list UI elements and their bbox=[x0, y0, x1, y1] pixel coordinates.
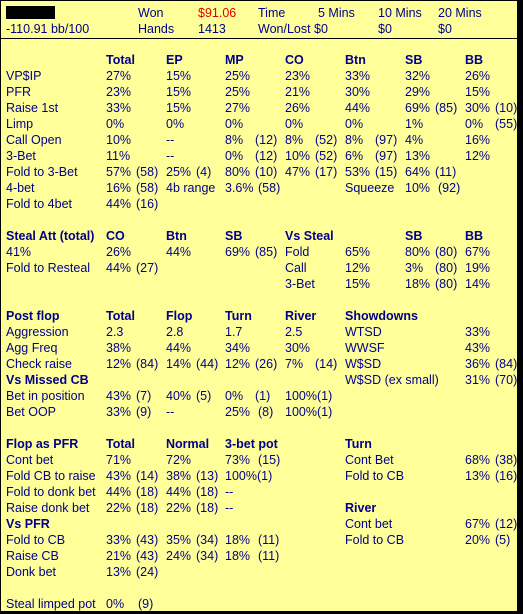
stat-label-agg-freq: Agg Freq bbox=[6, 341, 58, 355]
vs-missed-cb-header: Vs Missed CB bbox=[6, 373, 89, 387]
stat-count: (34) bbox=[196, 549, 219, 563]
wonlost-label: Won/Lost $0 bbox=[258, 22, 328, 36]
stat-cell: 10% bbox=[285, 149, 311, 163]
stat-count: (8) bbox=[258, 405, 274, 419]
stat-cell: 31% bbox=[465, 373, 491, 387]
stat-cell: 25% bbox=[225, 69, 251, 83]
stat-count: (27) bbox=[136, 261, 159, 275]
stat-label-raise-cb: Raise CB bbox=[6, 549, 59, 563]
stat-cell: 29% bbox=[405, 85, 431, 99]
stat-count: (18) bbox=[196, 485, 219, 499]
stat-count: (11) bbox=[258, 549, 280, 563]
stat-cell: 0% bbox=[166, 117, 185, 131]
stat-cell: 4% bbox=[405, 133, 424, 147]
stat-cell: 14% bbox=[465, 277, 491, 291]
stat-cell: 44% bbox=[166, 245, 192, 259]
stat-label-check-raise: Check raise bbox=[6, 357, 72, 371]
stat-cell: 53% bbox=[345, 165, 371, 179]
stat-cell: 30% bbox=[465, 101, 491, 115]
stat-cell: 100%(1) bbox=[225, 469, 273, 483]
stat-count: (97) bbox=[375, 133, 398, 147]
stat-label-wwsf: WWSF bbox=[345, 341, 385, 355]
stat-count: (11) bbox=[258, 533, 280, 547]
preflop-header-bb: BB bbox=[465, 53, 484, 67]
stat-cell: 22% bbox=[106, 501, 132, 515]
stat-count: (84) bbox=[495, 357, 518, 371]
stat-cell: 15% bbox=[166, 69, 192, 83]
stat-cell: 80% bbox=[405, 245, 431, 259]
stat-label-bet-oop: Bet OOP bbox=[6, 405, 57, 419]
stat-cell: 3.6% bbox=[225, 181, 254, 195]
stat-cell: 25% bbox=[166, 165, 192, 179]
stat-count: (80) bbox=[435, 245, 458, 259]
stat-cell: -- bbox=[225, 485, 234, 499]
stat-cell: 34% bbox=[225, 341, 251, 355]
stat-cell: 3% bbox=[405, 261, 424, 275]
stat-label-turn-fold-to-cb: Fold to CB bbox=[345, 469, 405, 483]
stat-cell: 2.3 bbox=[106, 325, 124, 339]
stat-count: (10) bbox=[495, 101, 518, 115]
stat-cell: 0% bbox=[106, 117, 125, 131]
stat-label-fold-cb-to-raise: Fold CB to raise bbox=[6, 469, 96, 483]
stat-label-pfr: PFR bbox=[6, 85, 31, 99]
stat-label-fold-to-donk-bet: Fold to donk bet bbox=[6, 485, 96, 499]
stat-count: (14) bbox=[136, 469, 159, 483]
preflop-header-co: CO bbox=[285, 53, 304, 67]
stat-count: (43) bbox=[136, 533, 159, 547]
stat-cell: 44% bbox=[106, 197, 132, 211]
stat-label-vpip: VP$IP bbox=[6, 69, 42, 83]
steal-header-sb: SB bbox=[225, 229, 243, 243]
stat-label-bet-in-position: Bet in position bbox=[6, 389, 85, 403]
stat-count: (58) bbox=[258, 181, 281, 195]
stat-cell: 0% bbox=[345, 117, 364, 131]
stat-label-fold-to-3bet: Fold to 3-Bet bbox=[6, 165, 78, 179]
stat-label-squeeze: Squeeze bbox=[345, 181, 395, 195]
won-value: $91.06 bbox=[198, 6, 237, 20]
stat-count: (44) bbox=[196, 357, 219, 371]
postflop-header: Post flop bbox=[6, 309, 60, 323]
river-header: River bbox=[345, 501, 377, 515]
stat-count: (80) bbox=[435, 261, 458, 275]
stat-cell: 27% bbox=[225, 101, 251, 115]
won-label: Won bbox=[138, 6, 164, 20]
stat-cell: 43% bbox=[106, 389, 132, 403]
stat-cell: 44% bbox=[106, 261, 132, 275]
stat-cell: 68% bbox=[465, 453, 491, 467]
stat-count: (58) bbox=[136, 165, 159, 179]
preflop-header-mp: MP bbox=[225, 53, 244, 67]
stat-cell: 14% bbox=[166, 357, 192, 371]
postflop-header-flop: Flop bbox=[166, 309, 193, 323]
stat-count: (15) bbox=[375, 165, 398, 179]
stat-label-wsd-ex-small: W$SD (ex small) bbox=[345, 373, 439, 387]
flop-pfr-header-total: Total bbox=[106, 437, 135, 451]
stat-count: (52) bbox=[315, 133, 338, 147]
stat-count: (16) bbox=[136, 197, 159, 211]
stat-cell: 33% bbox=[465, 325, 491, 339]
stat-cell: 11% bbox=[106, 149, 131, 163]
stat-count: (55) bbox=[495, 117, 518, 131]
vs-steal-label-fold: Fold bbox=[285, 245, 310, 259]
stat-cell: 8% bbox=[225, 133, 244, 147]
stat-cell: 26% bbox=[106, 245, 132, 259]
stat-count: (52) bbox=[315, 149, 338, 163]
stat-count: (18) bbox=[136, 485, 159, 499]
steal-header-btn: Btn bbox=[166, 229, 187, 243]
stat-label-wtsd: WTSD bbox=[345, 325, 382, 339]
stat-cell: 38% bbox=[166, 469, 192, 483]
stat-cell: 100%(1) bbox=[285, 389, 333, 403]
stat-cell: 8% bbox=[285, 133, 304, 147]
stat-cell: 2.8 bbox=[166, 325, 184, 339]
stat-cell: 16% bbox=[465, 133, 491, 147]
stat-cell: 13% bbox=[106, 565, 132, 579]
stat-label-4bet: 4-bet bbox=[6, 181, 35, 195]
stat-count: (18) bbox=[196, 501, 219, 515]
stat-count: (92) bbox=[438, 181, 461, 195]
stat-count: (85) bbox=[255, 245, 278, 259]
stat-cell: 72% bbox=[166, 453, 192, 467]
stat-cell: 67% bbox=[465, 517, 491, 531]
stat-cell: 15% bbox=[345, 277, 371, 291]
stat-cell: 18% bbox=[225, 533, 251, 547]
preflop-header-ep: EP bbox=[166, 53, 183, 67]
stat-count: (58) bbox=[136, 181, 159, 195]
stat-count: (10) bbox=[255, 165, 278, 179]
steal-header-total: Steal Att (total) bbox=[6, 229, 95, 243]
stat-cell: 20% bbox=[465, 533, 491, 547]
stat-cell: 71% bbox=[106, 453, 132, 467]
stat-count: (7) bbox=[136, 389, 152, 403]
stat-count: (34) bbox=[196, 533, 219, 547]
stat-cell: 22% bbox=[166, 501, 192, 515]
stat-cell: 69% bbox=[225, 245, 251, 259]
time-20-label: 20 Mins bbox=[438, 6, 482, 20]
flop-pfr-header: Flop as PFR bbox=[6, 437, 79, 451]
stat-cell: 25% bbox=[225, 85, 251, 99]
preflop-header-btn: Btn bbox=[345, 53, 366, 67]
stat-cell: 57% bbox=[106, 165, 132, 179]
vs-steal-header: Vs Steal bbox=[285, 229, 334, 243]
stat-label-call-open: Call Open bbox=[6, 133, 62, 147]
stat-cell: 26% bbox=[465, 69, 491, 83]
header-divider bbox=[1, 38, 517, 39]
stat-label-raise-donk-bet: Raise donk bet bbox=[6, 501, 90, 515]
hands-label: Hands bbox=[138, 22, 175, 36]
stat-cell: 10% bbox=[106, 133, 132, 147]
stat-count: (11) bbox=[435, 165, 457, 179]
stat-cell: 21% bbox=[106, 549, 132, 563]
stat-cell: 0% bbox=[106, 597, 125, 611]
stat-cell: 12% bbox=[345, 261, 371, 275]
vs-steal-header-bb: BB bbox=[465, 229, 484, 243]
stat-count: (24) bbox=[136, 565, 159, 579]
stat-cell: 19% bbox=[465, 261, 491, 275]
stat-count: (14) bbox=[315, 357, 338, 371]
stat-cell: 26% bbox=[285, 101, 311, 115]
stat-cell: 44% bbox=[345, 101, 371, 115]
stat-cell: 25% bbox=[225, 405, 251, 419]
stat-count: (13) bbox=[196, 469, 219, 483]
stat-cell: 47% bbox=[285, 165, 311, 179]
time-5-label: 5 Mins bbox=[318, 6, 355, 20]
flop-pfr-header-normal: Normal bbox=[166, 437, 210, 451]
wonlost-20-value: $0 bbox=[438, 22, 452, 36]
stat-cell: 8% bbox=[345, 133, 364, 147]
stat-cell: 67% bbox=[465, 245, 491, 259]
stat-count: (5) bbox=[495, 533, 511, 547]
stat-cell: 13% bbox=[405, 149, 431, 163]
bb-per-100: -110.91 bb/100 bbox=[6, 22, 90, 36]
stat-cell: 7% bbox=[285, 357, 304, 371]
preflop-header-total: Total bbox=[106, 53, 135, 67]
stat-label-fold-to-4bet: Fold to 4bet bbox=[6, 197, 73, 211]
stat-count: (18) bbox=[136, 501, 159, 515]
stat-cell: 27% bbox=[106, 69, 132, 83]
stat-label-fold-to-cb: Fold to CB bbox=[6, 533, 66, 547]
postflop-header-turn: Turn bbox=[225, 309, 252, 323]
stat-label-river-cont-bet: Cont bet bbox=[345, 517, 393, 531]
stat-cell: 33% bbox=[106, 101, 132, 115]
stat-count: (38) bbox=[495, 453, 518, 467]
stat-label-4b-range: 4b range bbox=[166, 181, 216, 195]
stat-cell: 44% bbox=[166, 485, 192, 499]
stat-count: (9) bbox=[136, 405, 152, 419]
stat-count: (85) bbox=[435, 101, 458, 115]
stat-cell: -- bbox=[166, 149, 175, 163]
vs-steal-label-call: Call bbox=[285, 261, 307, 275]
stat-cell: 64% bbox=[405, 165, 431, 179]
stat-cell: 30% bbox=[345, 85, 371, 99]
stat-cell: -- bbox=[166, 133, 175, 147]
stat-count: (5) bbox=[196, 389, 212, 403]
postflop-header-river: River bbox=[285, 309, 317, 323]
stat-count: (70) bbox=[495, 373, 518, 387]
stat-label-aggression: Aggression bbox=[6, 325, 69, 339]
stat-cell: 30% bbox=[285, 341, 311, 355]
postflop-header-total: Total bbox=[106, 309, 135, 323]
stat-cell: 33% bbox=[345, 69, 371, 83]
wonlost-10-value: $0 bbox=[378, 22, 392, 36]
stat-label-turn-cont-bet: Cont Bet bbox=[345, 453, 394, 467]
stat-label-limp: Limp bbox=[6, 117, 34, 131]
stat-cell: 0% bbox=[285, 117, 304, 131]
stat-cell: 43% bbox=[465, 341, 491, 355]
stat-cell: 2.5 bbox=[285, 325, 303, 339]
stat-cell: 13% bbox=[465, 469, 491, 483]
stat-cell: 12% bbox=[225, 357, 251, 371]
stat-cell: 69% bbox=[405, 101, 431, 115]
stat-cell: -- bbox=[166, 405, 175, 419]
stat-cell: 12% bbox=[106, 357, 132, 371]
stat-label-steal-limped-pot: Steal limped pot bbox=[6, 597, 96, 611]
stat-count: (1) bbox=[255, 389, 271, 403]
stat-cell: 0% bbox=[225, 389, 244, 403]
stat-cell: 1% bbox=[405, 117, 424, 131]
stat-cell: 24% bbox=[166, 549, 192, 563]
stat-label-wsd: W$SD bbox=[345, 357, 382, 371]
stat-cell: 0% bbox=[225, 117, 244, 131]
stat-cell: 32% bbox=[405, 69, 431, 83]
stat-cell: 12% bbox=[465, 149, 491, 163]
stat-count: (80) bbox=[435, 277, 458, 291]
stat-count: (12) bbox=[255, 133, 278, 147]
stat-cell: 0% bbox=[465, 117, 484, 131]
stat-cell: 40% bbox=[166, 389, 192, 403]
stat-count: (15) bbox=[258, 453, 281, 467]
stat-cell: 36% bbox=[465, 357, 491, 371]
stat-cell: 23% bbox=[285, 69, 311, 83]
stat-cell: 33% bbox=[106, 533, 132, 547]
time-label: Time bbox=[258, 6, 286, 20]
stat-count: (43) bbox=[136, 549, 159, 563]
vs-pfr-header: Vs PFR bbox=[6, 517, 50, 531]
stat-cell: 23% bbox=[106, 85, 132, 99]
stat-cell: 10% bbox=[405, 181, 431, 195]
stat-count: (97) bbox=[375, 149, 398, 163]
stat-cell: 18% bbox=[405, 277, 431, 291]
stat-label-donk-bet: Donk bet bbox=[6, 565, 57, 579]
turn-header: Turn bbox=[345, 437, 372, 451]
time-10-label: 10 Mins bbox=[378, 6, 422, 20]
stat-cell: 73% bbox=[225, 453, 251, 467]
stat-label-river-fold-to-cb: Fold to CB bbox=[345, 533, 405, 547]
stat-cell: 80% bbox=[225, 165, 251, 179]
stat-cell: 43% bbox=[106, 469, 132, 483]
stat-cell: 6% bbox=[345, 149, 364, 163]
stat-cell: 21% bbox=[285, 85, 311, 99]
stat-label-3bet: 3-Bet bbox=[6, 149, 36, 163]
steal-header-co: CO bbox=[106, 229, 125, 243]
stat-count: (84) bbox=[136, 357, 159, 371]
stat-cell: -- bbox=[225, 501, 234, 515]
stat-cell: 44% bbox=[166, 341, 192, 355]
hands-value: 1413 bbox=[198, 22, 226, 36]
stat-cell: 33% bbox=[106, 405, 132, 419]
stat-cell: 38% bbox=[106, 341, 132, 355]
stat-count: (16) bbox=[495, 469, 518, 483]
vs-steal-header-sb: SB bbox=[405, 229, 423, 243]
stat-label-fold-to-resteal: Fold to Resteal bbox=[6, 261, 91, 275]
flop-pfr-header-3bet-pot: 3-bet pot bbox=[225, 437, 278, 451]
stat-cell: 0% bbox=[225, 149, 244, 163]
stat-cell: 18% bbox=[225, 549, 251, 563]
stat-cell: 44% bbox=[106, 485, 132, 499]
stat-count: (12) bbox=[495, 517, 518, 531]
stat-cell: 65% bbox=[345, 245, 371, 259]
stat-cell: 15% bbox=[465, 85, 491, 99]
stat-cell: 35% bbox=[166, 533, 192, 547]
vs-steal-label-3bet: 3-Bet bbox=[285, 277, 315, 291]
stat-label-raise-first: Raise 1st bbox=[6, 101, 59, 115]
stat-cell: 100%(1) bbox=[285, 405, 333, 419]
showdowns-header: Showdowns bbox=[345, 309, 418, 323]
player-name-redacted bbox=[6, 6, 55, 19]
stat-count: (17) bbox=[315, 165, 338, 179]
preflop-header-sb: SB bbox=[405, 53, 423, 67]
stat-cell: 1.7 bbox=[225, 325, 243, 339]
stat-cell: 16% bbox=[106, 181, 132, 195]
stat-count: (26) bbox=[255, 357, 278, 371]
stat-count: (4) bbox=[196, 165, 212, 179]
stat-cell: 15% bbox=[166, 85, 192, 99]
stat-label-cont-bet: Cont bet bbox=[6, 453, 54, 467]
stat-count: (12) bbox=[255, 149, 278, 163]
stat-cell: 15% bbox=[166, 101, 192, 115]
steal-att-total: 41% bbox=[6, 245, 32, 259]
stat-count: (9) bbox=[138, 597, 154, 611]
